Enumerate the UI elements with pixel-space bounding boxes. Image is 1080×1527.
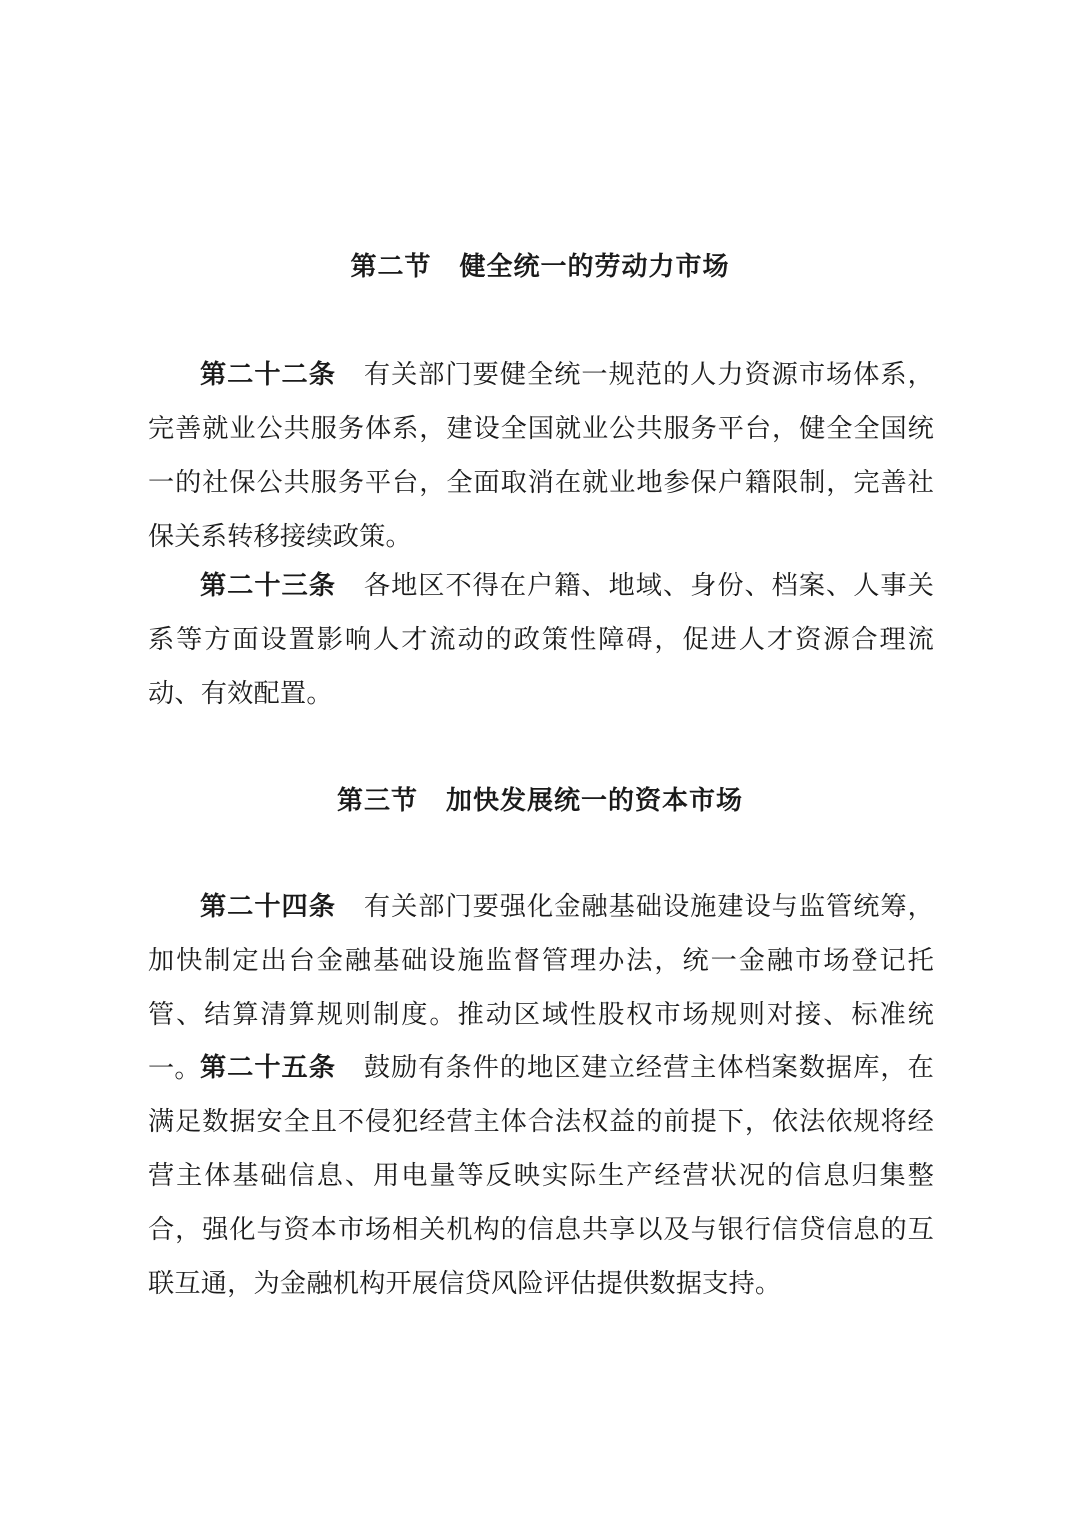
article-number: 第二十三条: [200, 571, 336, 601]
section-number: 第二节: [350, 252, 432, 282]
article-text: 鼓励有条件的地区建立经营主体档案数据库，在满足数据安全且不侵犯经营主体合法权益的前提下，依法依规将经营主体基础信息、用电量等反映实际生产经营状况的信息归集整合，强化与资本市场相关机构的信息共享以及与银行信贷信息的互联互通，为金融机构开展信贷风险评估提供数据支持。: [148, 1053, 934, 1299]
article-paragraph: [148, 1041, 934, 1311]
section-heading: [0, 785, 1080, 817]
section-title: 健全统一的劳动力市场: [459, 252, 730, 282]
section-title: 加快发展统一的资本市场: [446, 786, 744, 816]
article-paragraph: [148, 348, 934, 564]
article-text: 各地区不得在户籍、地域、身份、档案、人事关系等方面设置影响人才流动的政策性障碍，促进人才资源合理流动、有效配置。: [148, 571, 934, 709]
article-number: 第二十四条: [200, 892, 336, 922]
article-text: 有关部门要强化金融基础设施建设与监管统筹，加快制定出台金融基础设施监督管理办法，统一金融市场登记托管、结算清算规则制度。推动区域性股权市场规则对接、标准统一。: [148, 892, 934, 1084]
article-paragraph: [148, 559, 934, 721]
section-heading: [0, 251, 1080, 283]
section-number: 第三节: [336, 786, 418, 816]
article-number: 第二十五条: [200, 1053, 336, 1083]
article-number: 第二十二条: [200, 360, 336, 390]
article-text: 有关部门要健全统一规范的人力资源市场体系，完善就业公共服务体系，建设全国就业公共服务平台，健全全国统一的社保公共服务平台，全面取消在就业地参保户籍限制，完善社保关系转移接续政策。: [148, 360, 934, 552]
